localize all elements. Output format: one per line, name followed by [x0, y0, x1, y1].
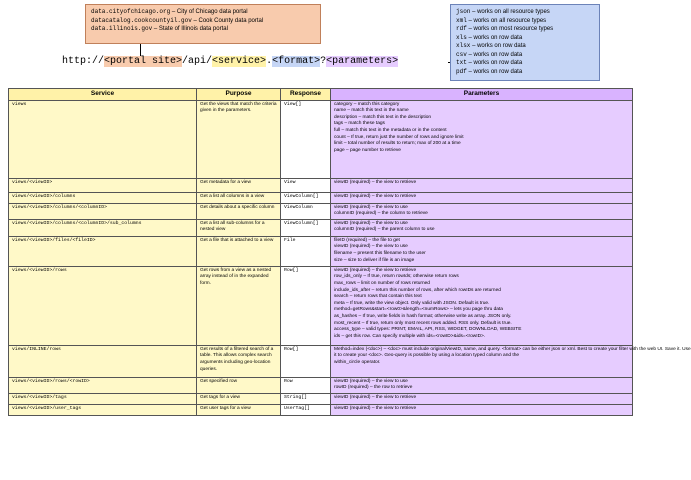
- parameter-line: viewID (required) – the view to retrieve: [334, 394, 417, 400]
- purpose-cell: Get details about a specific column: [197, 203, 281, 219]
- parameter-line: viewID (required) – the view to retrieve: [334, 179, 417, 185]
- format-name: csv: [456, 50, 467, 58]
- parameter-line: ids – get this row. Can specify multiple with ids=<rowID>&ids=<rowID>.: [334, 333, 486, 339]
- response-cell: UserTag[]: [281, 404, 331, 415]
- url-format-placeholder: <format>: [272, 56, 321, 67]
- parameters-cell: [331, 178, 633, 192]
- parameter-line: row_ids_only – If true, return rowIds; otherwise return rows: [334, 274, 459, 280]
- parameters-cell: [331, 345, 691, 377]
- url-params-placeholder: <parameters>: [326, 56, 399, 67]
- portal-sites-box: [85, 4, 321, 44]
- portal-domain: data.cityofchicago.org: [91, 8, 171, 15]
- response-cell: ViewColumn: [281, 203, 331, 219]
- table-row: [9, 393, 633, 404]
- service-cell: views/<viewID>: [9, 178, 197, 192]
- portal-desc: – Cook County data portal: [191, 17, 264, 24]
- response-cell: ViewColumn[]: [281, 192, 331, 203]
- parameters-cell: [331, 266, 633, 345]
- purpose-cell: Get a file that is attached to a view: [197, 236, 281, 266]
- format-name: xls: [456, 33, 467, 41]
- format-name: txt: [456, 59, 467, 66]
- purpose-cell: Get a list all columns in a view: [197, 192, 281, 203]
- table-row: [9, 192, 633, 203]
- parameters-cell: [331, 377, 633, 393]
- portal-line: [91, 17, 315, 26]
- parameter-line: description – match this text in the description: [334, 114, 432, 120]
- format-name: json: [456, 8, 471, 15]
- url-api: /api/: [182, 56, 213, 67]
- parameter-line: Method=index (<doc>) – <doc> must include originalViewID, name, and query. <format> can be either json or xml. Best to create your filter with the web UI. Save it. Use: [334, 346, 691, 352]
- format-line: [456, 42, 594, 51]
- service-cell: views/<viewID>/files/<fileID>: [9, 236, 197, 266]
- portal-line: [91, 25, 315, 34]
- service-cell: views/<viewID>/columns: [9, 192, 197, 203]
- service-cell: views/<viewID>/columns/<columnID>/sub_columns: [9, 219, 197, 236]
- service-cell: views/<viewID>/rows/<rowID>: [9, 377, 197, 393]
- parameters-cell: [331, 203, 633, 219]
- table-body: [9, 100, 691, 415]
- parameter-line: name – match this text in the name: [334, 108, 409, 114]
- header-response: Response: [281, 89, 331, 101]
- parameter-line: viewID (required) – the view to retrieve: [334, 267, 417, 273]
- parameter-line: viewID (required) – the view to use: [334, 204, 408, 210]
- parameter-line: search – return rows that contain this text: [334, 294, 422, 300]
- response-cell: Row[]: [281, 266, 331, 345]
- table-row: [9, 377, 633, 393]
- parameter-line: viewID (required) – the view to retrieve: [334, 405, 417, 411]
- table-row: [9, 266, 633, 345]
- format-desc: – works on most resource types: [466, 26, 554, 32]
- service-cell: views/<viewID>/user_tags: [9, 404, 197, 415]
- purpose-cell: Get user tags for a view: [197, 404, 281, 415]
- parameter-line: viewID (required) – the view to use: [334, 220, 408, 226]
- portal-connector-line: [140, 44, 141, 56]
- format-desc: – works on all resource types: [466, 17, 547, 24]
- table-row: [9, 236, 633, 266]
- parameter-line: it to create your <doc>. Geo-query is possible by using a location typed column and the: [334, 353, 520, 359]
- parameter-line: most_recent – If true, return only most recent rows added. RSS only. Default is true.: [334, 320, 512, 326]
- response-cell: String[]: [281, 393, 331, 404]
- format-connector-line: [448, 62, 450, 63]
- parameters-cell: [331, 393, 633, 404]
- format-desc: – works on row data: [466, 34, 523, 41]
- format-line: [456, 17, 594, 26]
- portal-desc: – City of Chicago data portal: [170, 9, 248, 15]
- response-cell: Row: [281, 377, 331, 393]
- response-cell: ViewColumn[]: [281, 219, 331, 236]
- table-row: [9, 219, 633, 236]
- parameters-cell: [331, 236, 633, 266]
- purpose-cell: Get the views that match the criteria given in the parameters.: [197, 100, 281, 178]
- table-row: [9, 345, 633, 377]
- api-table: [8, 88, 691, 416]
- parameter-line: columnID (required) – the parent column to use: [334, 227, 435, 233]
- url-template: [62, 56, 398, 67]
- format-line: [456, 51, 594, 60]
- portal-domain: data.illinois.gov: [91, 25, 153, 32]
- parameter-line: fileID (required) – the file to get: [334, 237, 400, 243]
- parameters-cell: [331, 219, 633, 236]
- parameter-line: include_ids_after – return this number of rows, after which rowIDs are returned: [334, 287, 501, 293]
- format-desc: – works on row data: [466, 68, 523, 75]
- parameter-line: max_rows – limit on number of rows returned: [334, 280, 430, 286]
- purpose-cell: Get results of a filtered search of a table. This allows complex search arguments including geo-location queries.: [197, 345, 281, 377]
- parameters-cell: [331, 100, 633, 178]
- format-desc: – works on row data: [470, 43, 526, 49]
- service-cell: views/INLINE/rows: [9, 345, 197, 377]
- url-dot: .: [266, 56, 273, 67]
- table-row: [9, 203, 633, 219]
- portal-domain: datacatalog.cookcountyil.gov: [91, 16, 192, 24]
- table-row: [9, 100, 633, 178]
- parameter-line: filename – present this filename to the user: [334, 250, 426, 256]
- service-cell: views/<viewID>/columns/<columnID>: [9, 203, 197, 219]
- table-header-row: [9, 89, 633, 101]
- formats-box: [450, 4, 600, 81]
- url-prefix: http://: [62, 56, 105, 67]
- response-cell: File: [281, 236, 331, 266]
- header-service: Service: [9, 89, 197, 101]
- parameter-line: size – size to deliver if file is an image: [334, 257, 415, 263]
- header-parameters: Parameters: [331, 89, 633, 101]
- parameter-line: within_circle operator.: [334, 359, 381, 365]
- url-question: ?: [320, 56, 327, 67]
- portal-line: [91, 8, 315, 17]
- parameter-line: limit – total number of results to return; max of 200 at a time: [334, 141, 461, 147]
- response-cell: Row[]: [281, 345, 331, 377]
- header-purpose: Purpose: [197, 89, 281, 101]
- parameter-line: viewID (required) – the view to use: [334, 378, 408, 384]
- parameters-cell: [331, 404, 633, 415]
- format-name: xlsx: [456, 42, 471, 49]
- parameter-line: viewID (required) – the view to use: [334, 244, 408, 250]
- service-cell: views/<viewID>/rows: [9, 266, 197, 345]
- portal-desc: – State of Illinois data portal: [152, 26, 228, 32]
- format-line: [456, 25, 594, 34]
- format-line: [456, 59, 594, 68]
- url-portal-placeholder: <portal site>: [104, 56, 183, 67]
- purpose-cell: Get rows from a view as a nested array instead of in the expanded form.: [197, 266, 281, 345]
- service-cell: views: [9, 100, 197, 178]
- purpose-cell: Get a list all sub-columns for a nested view: [197, 219, 281, 236]
- format-line: [456, 34, 594, 43]
- table-row: [9, 404, 633, 415]
- parameter-line: page – page number to retrieve: [334, 147, 401, 153]
- service-cell: views/<viewID>/tags: [9, 393, 197, 404]
- format-name: pdf: [456, 67, 467, 75]
- parameter-line: category – match this category: [334, 101, 400, 107]
- format-name: xml: [456, 16, 467, 24]
- response-cell: View[]: [281, 100, 331, 178]
- format-name: rdf: [456, 25, 467, 32]
- purpose-cell: Get tags for a view: [197, 393, 281, 404]
- parameter-line: viewID (required) – the view to retrieve: [334, 193, 417, 199]
- parameter-line: full – match this text in the metadata or in the content: [334, 127, 447, 133]
- purpose-cell: Get specified row: [197, 377, 281, 393]
- format-desc: – works on row data: [466, 51, 523, 58]
- format-line: [456, 68, 594, 77]
- format-line: [456, 8, 594, 17]
- purpose-cell: Get metadata for a view: [197, 178, 281, 192]
- parameter-line: tags – match these tags: [334, 121, 385, 127]
- parameter-line: count – If true, return just the number of rows and ignore limit: [334, 134, 464, 140]
- response-cell: View: [281, 178, 331, 192]
- parameter-line: rowID (required) – the row to retrieve: [334, 385, 413, 391]
- parameter-line: access_type – valid types: PRINT, EMAIL, API, RSS, WIDGET, DOWNLOAD, WEBSITE: [334, 327, 522, 333]
- url-service-placeholder: <service>: [212, 56, 267, 67]
- format-desc: – works on row data: [466, 60, 523, 66]
- parameter-line: meta – If true, write the view object. Only valid with JSON. Default is true.: [334, 300, 490, 306]
- format-desc: – works on all resource types: [470, 9, 550, 15]
- parameter-line: columnID (required) – the column to retrieve: [334, 211, 428, 217]
- parameters-cell: [331, 192, 633, 203]
- table-row: [9, 178, 633, 192]
- parameter-line: method=getRows&start=<row0>&length=<numRows> – lets you page thru data: [334, 307, 503, 313]
- parameter-line: as_hashes – If true, write fields in hash format; otherwise write as array. JSON only.: [334, 313, 512, 319]
